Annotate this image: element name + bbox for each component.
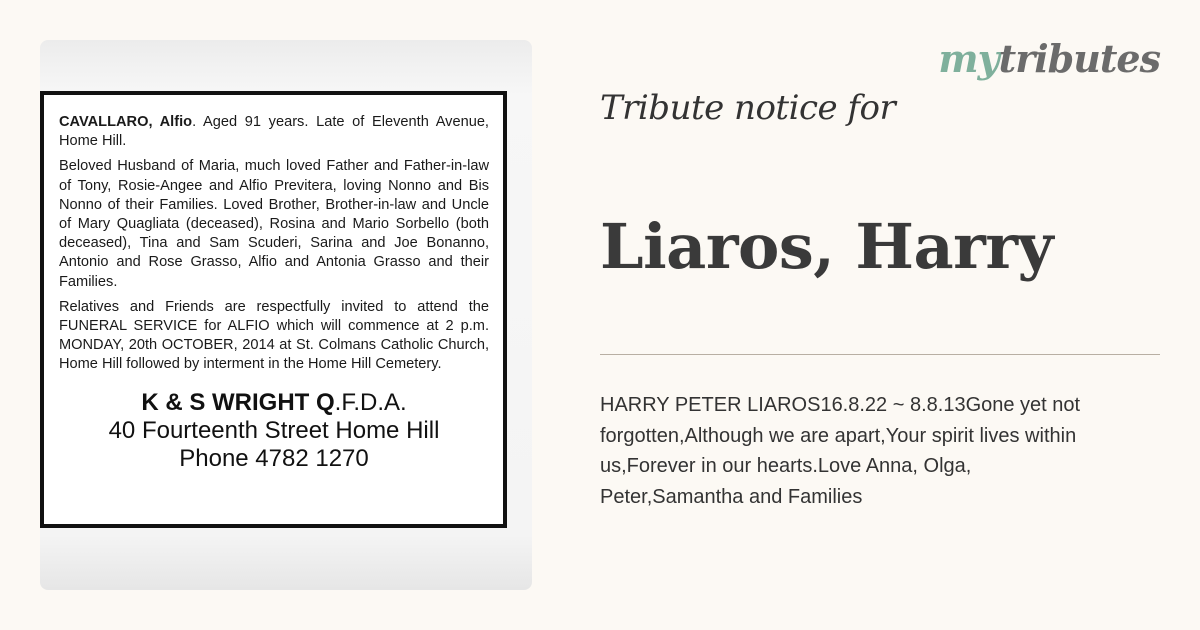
funeral-director-phone: Phone 4782 1270 bbox=[179, 444, 369, 472]
tribute-heading: Tribute notice for bbox=[600, 88, 896, 128]
notice-family-paragraph: Beloved Husband of Maria, much loved Father and Father-in-law of Tony, Rosie-Angee and Alfio Previtera, loving Nonno and Bis Nonno of their Families. Loved Brother, Brother-in-law and Uncle of Mary Quagliata (deceased), Rosina and Mario Sorbello (both deceased), Tina and Sam Scuderi, Sarina and Joe Bonanno, Antonio and Rose Grasso, Alfio and Antonia Grasso and their Families. bbox=[59, 158, 489, 290]
funeral-director-block bbox=[59, 389, 489, 473]
notice-intro-text: . Aged 91 years. Late of Eleventh Avenue, Home Hill. bbox=[59, 114, 489, 150]
logo-my: my bbox=[938, 36, 999, 81]
funeral-notice-image bbox=[40, 91, 507, 528]
funeral-director-address: 40 Fourteenth Street Home Hill bbox=[108, 416, 440, 444]
divider bbox=[600, 354, 1160, 355]
deceased-name: Liaros, Harry bbox=[600, 210, 1054, 283]
mytributes-logo bbox=[938, 36, 1160, 81]
logo-tributes: tributes bbox=[998, 36, 1160, 81]
notice-intro bbox=[59, 113, 489, 151]
funeral-director-name: K & S WRIGHT Q.F.D.A. bbox=[141, 388, 407, 416]
notice-service-paragraph: Relatives and Friends are respectfully invited to attend the FUNERAL SERVICE for ALFIO which will commence at 2 p.m. MONDAY, 20th OCTOBER, 2014 at St. Colmans Catholic Church, Home Hill followed by interment in the Home Hill Cemetery. bbox=[59, 298, 489, 373]
notice-deceased-name: CAVALLARO, Alfio bbox=[59, 114, 193, 130]
notice-image-card bbox=[40, 40, 532, 590]
tribute-message: HARRY PETER LIAROS16.8.22 ~ 8.8.13Gone yet not forgotten,Although we are apart,Your spirit lives within us,Forever in our hearts.Love Anna, Olga, Peter,Samantha and Families bbox=[600, 394, 1081, 508]
